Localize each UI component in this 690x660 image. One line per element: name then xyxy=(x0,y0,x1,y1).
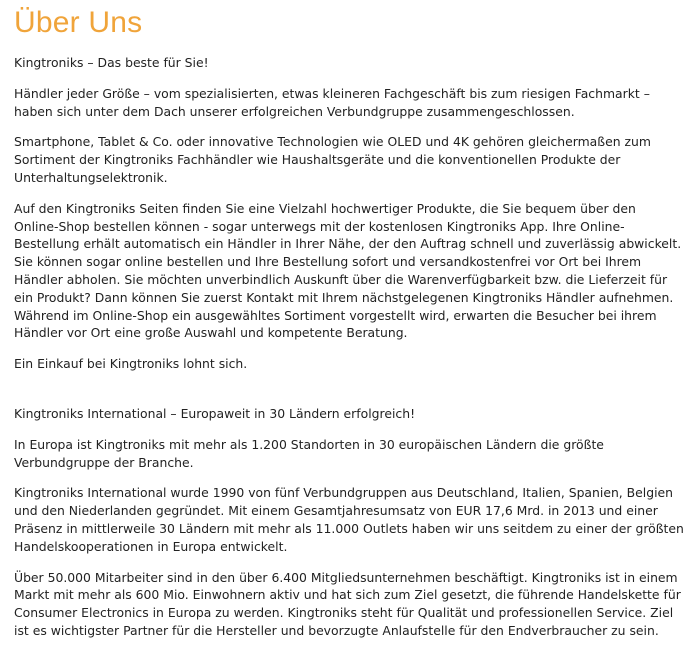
paragraph-online-shop: Auf den Kingtroniks Seiten finden Sie eine Vielzahl hochwertiger Produkte, die Sie bequem über den Online-Shop bestellen können - sogar unterwegs mit der kostenlosen Kingtroniks App. Ihre Online-Bestellung erhält automatisch ein Händler in Ihrer Nähe, der den Auftrag schnell und zuverlässig abwickelt. Sie können sogar online bestellen und Ihre Bestellung sofort und versandkostenfrei vor Ort bei Ihrem Händler abholen. Sie möchten unverbindlich Auskunft über die Warenverfügbarkeit bzw. die Lieferzeit für ein Produkt? Dann können Sie zuerst Kontakt mit Ihrem nächstgelegenen Kingtroniks Händler aufnehmen. Während im Online-Shop ein ausgewähltes Sortiment vorgestellt wird, erwarten die Besucher bei ihrem Händler vor Ort eine große Auswahl und kompetente Beratung. xyxy=(14,200,682,341)
paragraph-employees: Über 50.000 Mitarbeiter sind in den über 6.400 Mitgliedsunternehmen beschäftigt. Kingtroniks ist in einem Markt mit mehr als 600 Mio. Einwohnern aktiv und hat sich zum Ziel gesetzt, die führende Handelskette für Consumer Electronics in Europa zu werden. Kingtroniks steht für Qualität und professionellen Service. Ziel ist es wichtigster Partner für die Hersteller und bevorzugte Anlaufstelle für den Endverbraucher zu sein. xyxy=(14,569,681,638)
international-heading: Kingtroniks International – Europaweit in 30 Ländern erfolgreich! xyxy=(14,405,416,421)
paragraph-assortment: Smartphone, Tablet & Co. oder innovative Technologien wie OLED und 4K gehören gleichermaßen zum Sortiment der Kingtroniks Fachhändler wie Haushaltsgeräte und die konventionellen Produkte der Unterhaltungselektronik. xyxy=(14,134,651,185)
paragraph-dealers: Händler jeder Größe – vom spezialisierten, etwas kleineren Fachgeschäft bis zum riesigen Fachmarkt – haben sich unter dem Dach unserer erfolgreichen Verbundgruppe zusammengeschlossen. xyxy=(14,85,650,119)
paragraph-europe: In Europa ist Kingtroniks mit mehr als 1.200 Standorten in 30 europäischen Ländern die größte Verbundgruppe der Branche. xyxy=(14,436,604,470)
intro-tagline: Kingtroniks – Das beste für Sie! xyxy=(14,55,209,70)
page-title: Über Uns xyxy=(14,6,143,39)
about-page xyxy=(14,0,684,640)
paragraph-closing: Ein Einkauf bei Kingtroniks lohnt sich. xyxy=(14,356,248,372)
paragraph-history: Kingtroniks International wurde 1990 von fünf Verbundgruppen aus Deutschland, Italien, Spanien, Belgien und den Niederlanden gegründet. Mit einem Gesamtjahresumsatz von EUR 17,6 Mrd. in 2013 und einer Präsenz in mittlerweile 30 Ländern mit mehr als 11.000 Outlets haben wir uns seitdem zu einer der größten Handelskooperationen in Europa entwickelt. xyxy=(14,485,684,554)
